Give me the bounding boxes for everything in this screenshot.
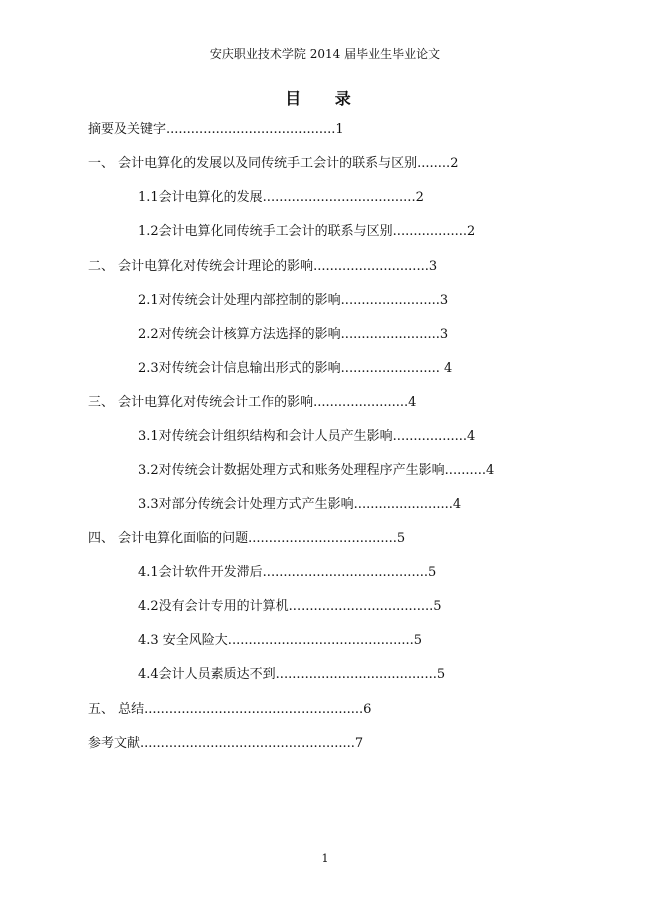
page-number: 1 <box>321 852 329 865</box>
toc-entry-2-2: 2.2对传统会计核算方法选择的影响........................3 <box>138 327 449 342</box>
toc-entry-chapter-4: 四、 会计电算化面临的问题....................................5 <box>88 531 406 546</box>
toc-entry-3-3: 3.3对部分传统会计处理方式产生影响........................4 <box>138 497 462 512</box>
toc-entry-chapter-3: 三、 会计电算化对传统会计工作的影响.......................4 <box>88 395 417 410</box>
toc-title: 目 录 <box>285 89 365 108</box>
toc-entry-4-1: 4.1会计软件开发滞后........................................5 <box>138 565 437 580</box>
toc-entry-4-3: 4.3 安全风险大.............................................5 <box>138 633 423 648</box>
toc-entry-2-1: 2.1对传统会计处理内部控制的影响........................3 <box>138 293 449 308</box>
toc-entry-3-1: 3.1对传统会计组织结构和会计人员产生影响..................4 <box>138 429 476 444</box>
toc-entry-chapter-2: 二、 会计电算化对传统会计理论的影响............................3 <box>88 259 438 274</box>
toc-entry-1-1: 1.1会计电算化的发展.....................................2 <box>138 190 424 205</box>
toc-entry-1-2: 1.2会计电算化同传统手工会计的联系与区别..................2 <box>138 224 476 239</box>
toc-entry-4-4: 4.4会计人员素质达不到.......................................5 <box>138 667 446 682</box>
toc-entry-references: 参考文献....................................................7 <box>88 736 364 751</box>
toc-entry-4-2: 4.2没有会计专用的计算机...................................5 <box>138 599 442 614</box>
toc-entry-chapter-1: 一、 会计电算化的发展以及同传统手工会计的联系与区别........2 <box>88 156 459 171</box>
toc-entry-chapter-5: 五、 总结.....................................................6 <box>88 702 372 717</box>
toc-entry-3-2: 3.2对传统会计数据处理方式和账务处理程序产生影响..........4 <box>138 463 495 478</box>
toc-entry-abstract: 摘要及关键字.........................................1 <box>88 122 344 137</box>
page-header: 安庆职业技术学院 2014 届毕业生毕业论文 <box>209 47 441 61</box>
toc-entry-2-3: 2.3对传统会计信息输出形式的影响........................ 4 <box>138 361 453 376</box>
